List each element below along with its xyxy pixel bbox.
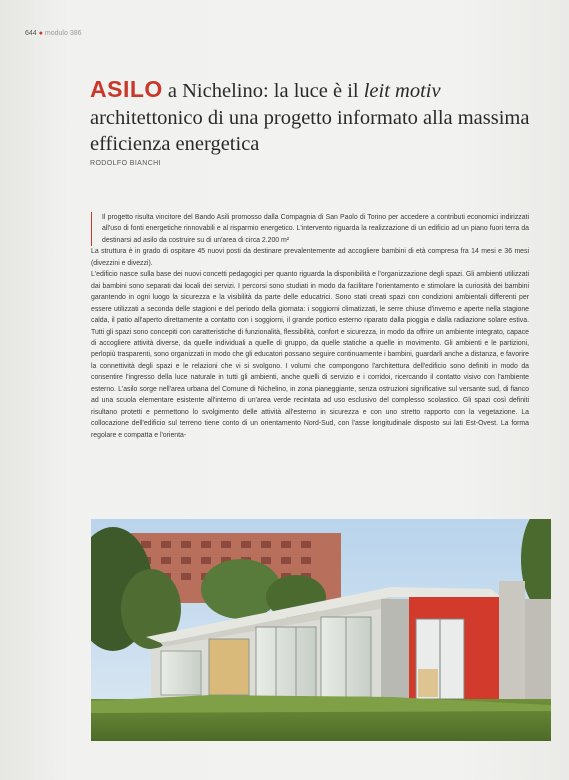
title-part-1: a Nichelino: la luce è il — [162, 80, 364, 102]
building-photo — [91, 519, 551, 741]
article-title — [90, 76, 530, 158]
kindergarten-building-image — [91, 519, 551, 741]
title-italic: leit motiv — [363, 80, 441, 102]
article-author: RODOLFO BIANCHI — [90, 160, 161, 167]
page-number: 644 — [25, 30, 37, 37]
magazine-issue: modulo 386 — [44, 30, 82, 37]
title-highlight: ASILO — [90, 76, 163, 102]
article-body — [91, 212, 529, 441]
intro-paragraph: Il progetto risulta vincitore del Bando Asili promosso dalla Compagnia di San Paolo di Torino per accedere a contributi economici indirizzati all'uso di fonti energetiche rinnovabili e al risparmio energetico. L'intervento riguarda la realizzazione di un edificio ad un piano fuori terra da destinarsi ad asilo da costruire su di un'area di circa 2.200 m² — [91, 212, 529, 246]
body-paragraph-2: L'edificio nasce sulla base dei nuovi concetti pedagogici per quanto riguarda la disponibilità e l'organizzazione degli spazi. Gli ambienti utilizzati dai bambini sono separati dai locali dei servizi. I percorsi sono studiati in modo da facilitare l'orientamento e stimolare la curiosità dei bambini garantendo in ogni luogo la sicurezza e la visibilità da parte delle educatrici. Sono stati creati spazi con condizioni ambientali differenti per essere utilizzati a seconda delle stagioni e del periodo della giornata: i soggiorni climatizzati, le serre chiuse d'inverno e aperte nella stagione calda, il patio all'aperto direttamente a contatto con i soggiorni, il grande portico esterno riparato dalla pioggia e dalla radiazione solare estiva. Tutti gli spazi sono concepiti con caratteristiche di funzionalità, flessibilità, confort e sicurezza, in modo da offrire un ambiente integrato, capace di accogliere attività diverse, da quelle individuali a quelle di gruppo, da quelle statiche a quelle in movimento. Gli ambienti e le partizioni, perlopiù trasparenti, sono organizzati in modo che gli educatori possano seguire continuamente i bambini, guardarli anche a distanza, e favorire la connettività degli spazi e le relazioni che vi si svolgono. I volumi che compongono l'architettura dell'edificio sono definiti in modo da consentire l'ingresso della luce naturale in tutti gli ambienti, anche quelli di servizio e i corridoi, ricercando il contatto visivo con l'ambiente esterno. L'asilo sorge nell'area urbana del Comune di Nichelino, in zona pianeggiante, senza ostruzioni significative sul versante sud, di fianco ad una scuola elementare esistente all'interno di un'area verde recintata ad uso esclusivo del complesso scolastico. Gli spazi così definiti risultano protetti e permettono lo svolgimento delle attività all'esterno in sicurezza e con uno stretto rapporto con la vegetazione. La collocazione dell'edificio sul terreno tiene conto di un orientamento Nord-Sud, con l'asse longitudinale disposto sui lati Est-Ovest. La forma regolare e compatta e l'orienta- — [91, 271, 529, 439]
bullet-icon: ● — [38, 30, 43, 37]
body-paragraph-1: La struttura è in grado di ospitare 45 nuovi posti da destinare prevalentemente ad accogliere bambini di età compresa fra 14 mesi e 36 mesi (divezzini e divezzi). — [91, 248, 529, 267]
page-header — [25, 30, 82, 37]
title-part-2: architettonico di una progetto informato alla massima efficienza energetica — [90, 106, 530, 155]
